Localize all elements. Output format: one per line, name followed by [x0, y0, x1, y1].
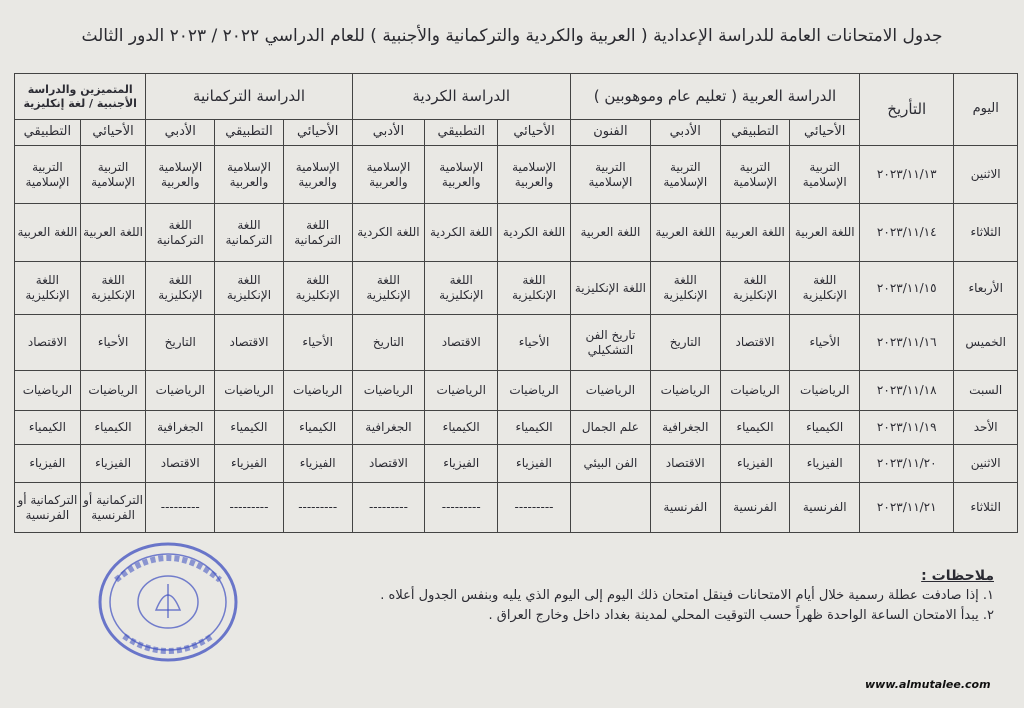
subject-cell: ---------	[215, 483, 284, 533]
notes-section	[114, 566, 994, 626]
note-item: ٢. يبدأ الامتحان الساعة الواحدة ظهراً حسب التوقيت المحلي لمدينة بغداد داخل وخارج العراق .	[488, 608, 994, 623]
subject-cell: الجغرافية	[352, 411, 425, 445]
subject-cell: الاقتصاد	[15, 315, 81, 371]
subject-cell: الإسلامية والعربية	[283, 146, 352, 204]
subject-cell: التربية الإسلامية	[650, 146, 720, 204]
subject-cell: اللغة الإنكليزية	[215, 262, 284, 315]
sub-foreign-applied: التطبيقي	[15, 120, 81, 146]
subject-cell: الرياضيات	[650, 371, 720, 411]
table-row	[15, 315, 1018, 371]
subject-cell: الكيمياء	[215, 411, 284, 445]
note-item: ١. إذا صادفت عطلة رسمية خلال أيام الامتحانات فينقل امتحان ذلك اليوم إلى اليوم الذي يليه وبنفس الجدول أعلاه .	[380, 588, 994, 603]
subject-cell: الرياضيات	[80, 371, 146, 411]
subject-cell: الفيزياء	[498, 445, 571, 483]
subject-cell: اللغة العربية	[790, 204, 860, 262]
subject-cell: اللغة الإنكليزية	[720, 262, 790, 315]
subject-cell: الإسلامية والعربية	[425, 146, 498, 204]
subject-cell: الرياضيات	[498, 371, 571, 411]
subject-cell: اللغة الإنكليزية	[650, 262, 720, 315]
day-cell: الاثنين	[954, 146, 1018, 204]
subject-cell: التربية الإسلامية	[80, 146, 146, 204]
subject-cell: اللغة الإنكليزية	[498, 262, 571, 315]
subject-cell: الأحياء	[80, 315, 146, 371]
subject-cell: الرياضيات	[720, 371, 790, 411]
subject-cell: اللغة العربية	[650, 204, 720, 262]
table-row	[15, 445, 1018, 483]
date-cell: ٢٠٢٣/١١/٢١	[860, 483, 954, 533]
subject-cell: الرياضيات	[146, 371, 215, 411]
day-cell: الخميس	[954, 315, 1018, 371]
subject-cell: الرياضيات	[215, 371, 284, 411]
day-cell: الثلاثاء	[954, 483, 1018, 533]
subject-cell: الفيزياء	[425, 445, 498, 483]
subject-cell: الرياضيات	[790, 371, 860, 411]
sub-arabic-applied: التطبيقي	[720, 120, 790, 146]
subject-cell: اللغة التركمانية	[215, 204, 284, 262]
date-cell: ٢٠٢٣/١١/١٥	[860, 262, 954, 315]
subject-cell: اللغة العربية	[570, 204, 650, 262]
subject-cell: علم الجمال	[570, 411, 650, 445]
subject-cell: الإسلامية والعربية	[498, 146, 571, 204]
subject-cell: ---------	[498, 483, 571, 533]
subject-cell: التاريخ	[146, 315, 215, 371]
subject-cell: التاريخ	[650, 315, 720, 371]
header-turkmen-study: الدراسة التركمانية	[146, 74, 352, 120]
subject-cell: اللغة الكردية	[425, 204, 498, 262]
subject-cell: الاقتصاد	[215, 315, 284, 371]
subject-cell: التاريخ	[352, 315, 425, 371]
subject-cell: الفيزياء	[80, 445, 146, 483]
subject-cell: اللغة الكردية	[498, 204, 571, 262]
watermark-url: www.almutalee.com	[865, 678, 991, 691]
sub-kurdish-literary: الأدبي	[352, 120, 425, 146]
subject-cell: اللغة الإنكليزية	[570, 262, 650, 315]
subject-cell: التركمانية أو الفرنسية	[80, 483, 146, 533]
subject-cell: اللغة الإنكليزية	[352, 262, 425, 315]
subject-cell: التربية الإسلامية	[570, 146, 650, 204]
day-cell: الأحد	[954, 411, 1018, 445]
sub-kurdish-applied: التطبيقي	[425, 120, 498, 146]
subject-cell: ---------	[352, 483, 425, 533]
subject-cell: الكيمياء	[80, 411, 146, 445]
date-cell: ٢٠٢٣/١١/١٦	[860, 315, 954, 371]
date-cell: ٢٠٢٣/١١/٢٠	[860, 445, 954, 483]
subject-cell: الفيزياء	[215, 445, 284, 483]
subject-cell: اللغة الكردية	[352, 204, 425, 262]
subject-cell: الفيزياء	[283, 445, 352, 483]
subject-cell: اللغة التركمانية	[283, 204, 352, 262]
header-foreign-study: المتميزين والدراسة الأجنبية / لغة إنكليزية	[15, 74, 146, 120]
subject-cell: الرياضيات	[15, 371, 81, 411]
subject-cell: الاقتصاد	[425, 315, 498, 371]
day-cell: الاثنين	[954, 445, 1018, 483]
header-day: اليوم	[954, 74, 1018, 146]
subject-cell	[570, 483, 650, 533]
subject-cell: الفيزياء	[720, 445, 790, 483]
table-row	[15, 262, 1018, 315]
header-date: التأريخ	[860, 74, 954, 146]
subject-cell: الاقتصاد	[720, 315, 790, 371]
subject-cell: الاقتصاد	[146, 445, 215, 483]
subject-cell: اللغة الإنكليزية	[146, 262, 215, 315]
sub-turkmen-literary: الأدبي	[146, 120, 215, 146]
table-row	[15, 483, 1018, 533]
subject-cell: الفن البيئي	[570, 445, 650, 483]
subject-cell: الكيمياء	[720, 411, 790, 445]
subject-cell: الإسلامية والعربية	[146, 146, 215, 204]
subject-cell: الإسلامية والعربية	[352, 146, 425, 204]
subject-cell: التربية الإسلامية	[790, 146, 860, 204]
sub-turkmen-biology: الأحيائي	[283, 120, 352, 146]
table-row	[15, 371, 1018, 411]
subject-cell: الجغرافية	[650, 411, 720, 445]
subject-cell: الاقتصاد	[650, 445, 720, 483]
date-cell: ٢٠٢٣/١١/١٤	[860, 204, 954, 262]
day-cell: الثلاثاء	[954, 204, 1018, 262]
sub-arabic-literary: الأدبي	[650, 120, 720, 146]
header-kurdish-study: الدراسة الكردية	[352, 74, 570, 120]
sub-kurdish-biology: الأحيائي	[498, 120, 571, 146]
subject-cell: الإسلامية والعربية	[215, 146, 284, 204]
subject-cell: اللغة الإنكليزية	[790, 262, 860, 315]
subject-cell: اللغة التركمانية	[146, 204, 215, 262]
sub-arabic-biology: الأحيائي	[790, 120, 860, 146]
subject-cell: الرياضيات	[352, 371, 425, 411]
subject-cell: الفيزياء	[790, 445, 860, 483]
subject-cell: التربية الإسلامية	[15, 146, 81, 204]
ministry-stamp-icon	[96, 540, 240, 664]
subject-cell: التركمانية أو الفرنسية	[15, 483, 81, 533]
subject-cell: الكيمياء	[498, 411, 571, 445]
subject-cell: الرياضيات	[425, 371, 498, 411]
day-cell: الأربعاء	[954, 262, 1018, 315]
subject-cell: التربية الإسلامية	[720, 146, 790, 204]
sub-foreign-biology: الأحيائي	[80, 120, 146, 146]
subject-cell: ---------	[283, 483, 352, 533]
table-row	[15, 146, 1018, 204]
subject-cell: اللغة الإنكليزية	[80, 262, 146, 315]
subject-cell: الأحياء	[790, 315, 860, 371]
sub-turkmen-applied: التطبيقي	[215, 120, 284, 146]
notes-title: ملاحظات :	[921, 568, 994, 584]
subject-cell: الفرنسية	[650, 483, 720, 533]
subject-cell: الأحياء	[498, 315, 571, 371]
subject-cell: اللغة الإنكليزية	[15, 262, 81, 315]
date-cell: ٢٠٢٣/١١/١٣	[860, 146, 954, 204]
day-cell: السبت	[954, 371, 1018, 411]
subject-cell: اللغة العربية	[15, 204, 81, 262]
subject-cell: الفرنسية	[790, 483, 860, 533]
sub-arabic-arts: الفنون	[570, 120, 650, 146]
subject-cell: الفرنسية	[720, 483, 790, 533]
exam-schedule-table	[14, 73, 1018, 533]
subject-cell: الاقتصاد	[352, 445, 425, 483]
subject-cell: ---------	[146, 483, 215, 533]
table-row	[15, 411, 1018, 445]
subject-cell: تاريخ الفن التشكيلي	[570, 315, 650, 371]
header-arabic-study: الدراسة العربية ( تعليم عام وموهوبين )	[570, 74, 859, 120]
subject-cell: ---------	[425, 483, 498, 533]
subject-cell: الكيمياء	[15, 411, 81, 445]
subject-cell: اللغة الإنكليزية	[425, 262, 498, 315]
subject-cell: الكيمياء	[425, 411, 498, 445]
page-title: جدول الامتحانات العامة للدراسة الإعدادية ( العربية والكردية والتركمانية والأجنبية ) للعام الدراسي ٢٠٢٢ / ٢٠٢٣ الدور الثالث	[81, 26, 943, 46]
subject-cell: الأحياء	[283, 315, 352, 371]
subject-cell: اللغة الإنكليزية	[283, 262, 352, 315]
subject-cell: الكيمياء	[790, 411, 860, 445]
subject-cell: الكيمياء	[283, 411, 352, 445]
date-cell: ٢٠٢٣/١١/١٨	[860, 371, 954, 411]
exam-schedule-table-wrap	[14, 73, 1018, 533]
subject-cell: الرياضيات	[570, 371, 650, 411]
table-row	[15, 204, 1018, 262]
subject-cell: الرياضيات	[283, 371, 352, 411]
date-cell: ٢٠٢٣/١١/١٩	[860, 411, 954, 445]
subject-cell: الفيزياء	[15, 445, 81, 483]
subject-cell: الجغرافية	[146, 411, 215, 445]
subject-cell: اللغة العربية	[720, 204, 790, 262]
subject-cell: اللغة العربية	[80, 204, 146, 262]
